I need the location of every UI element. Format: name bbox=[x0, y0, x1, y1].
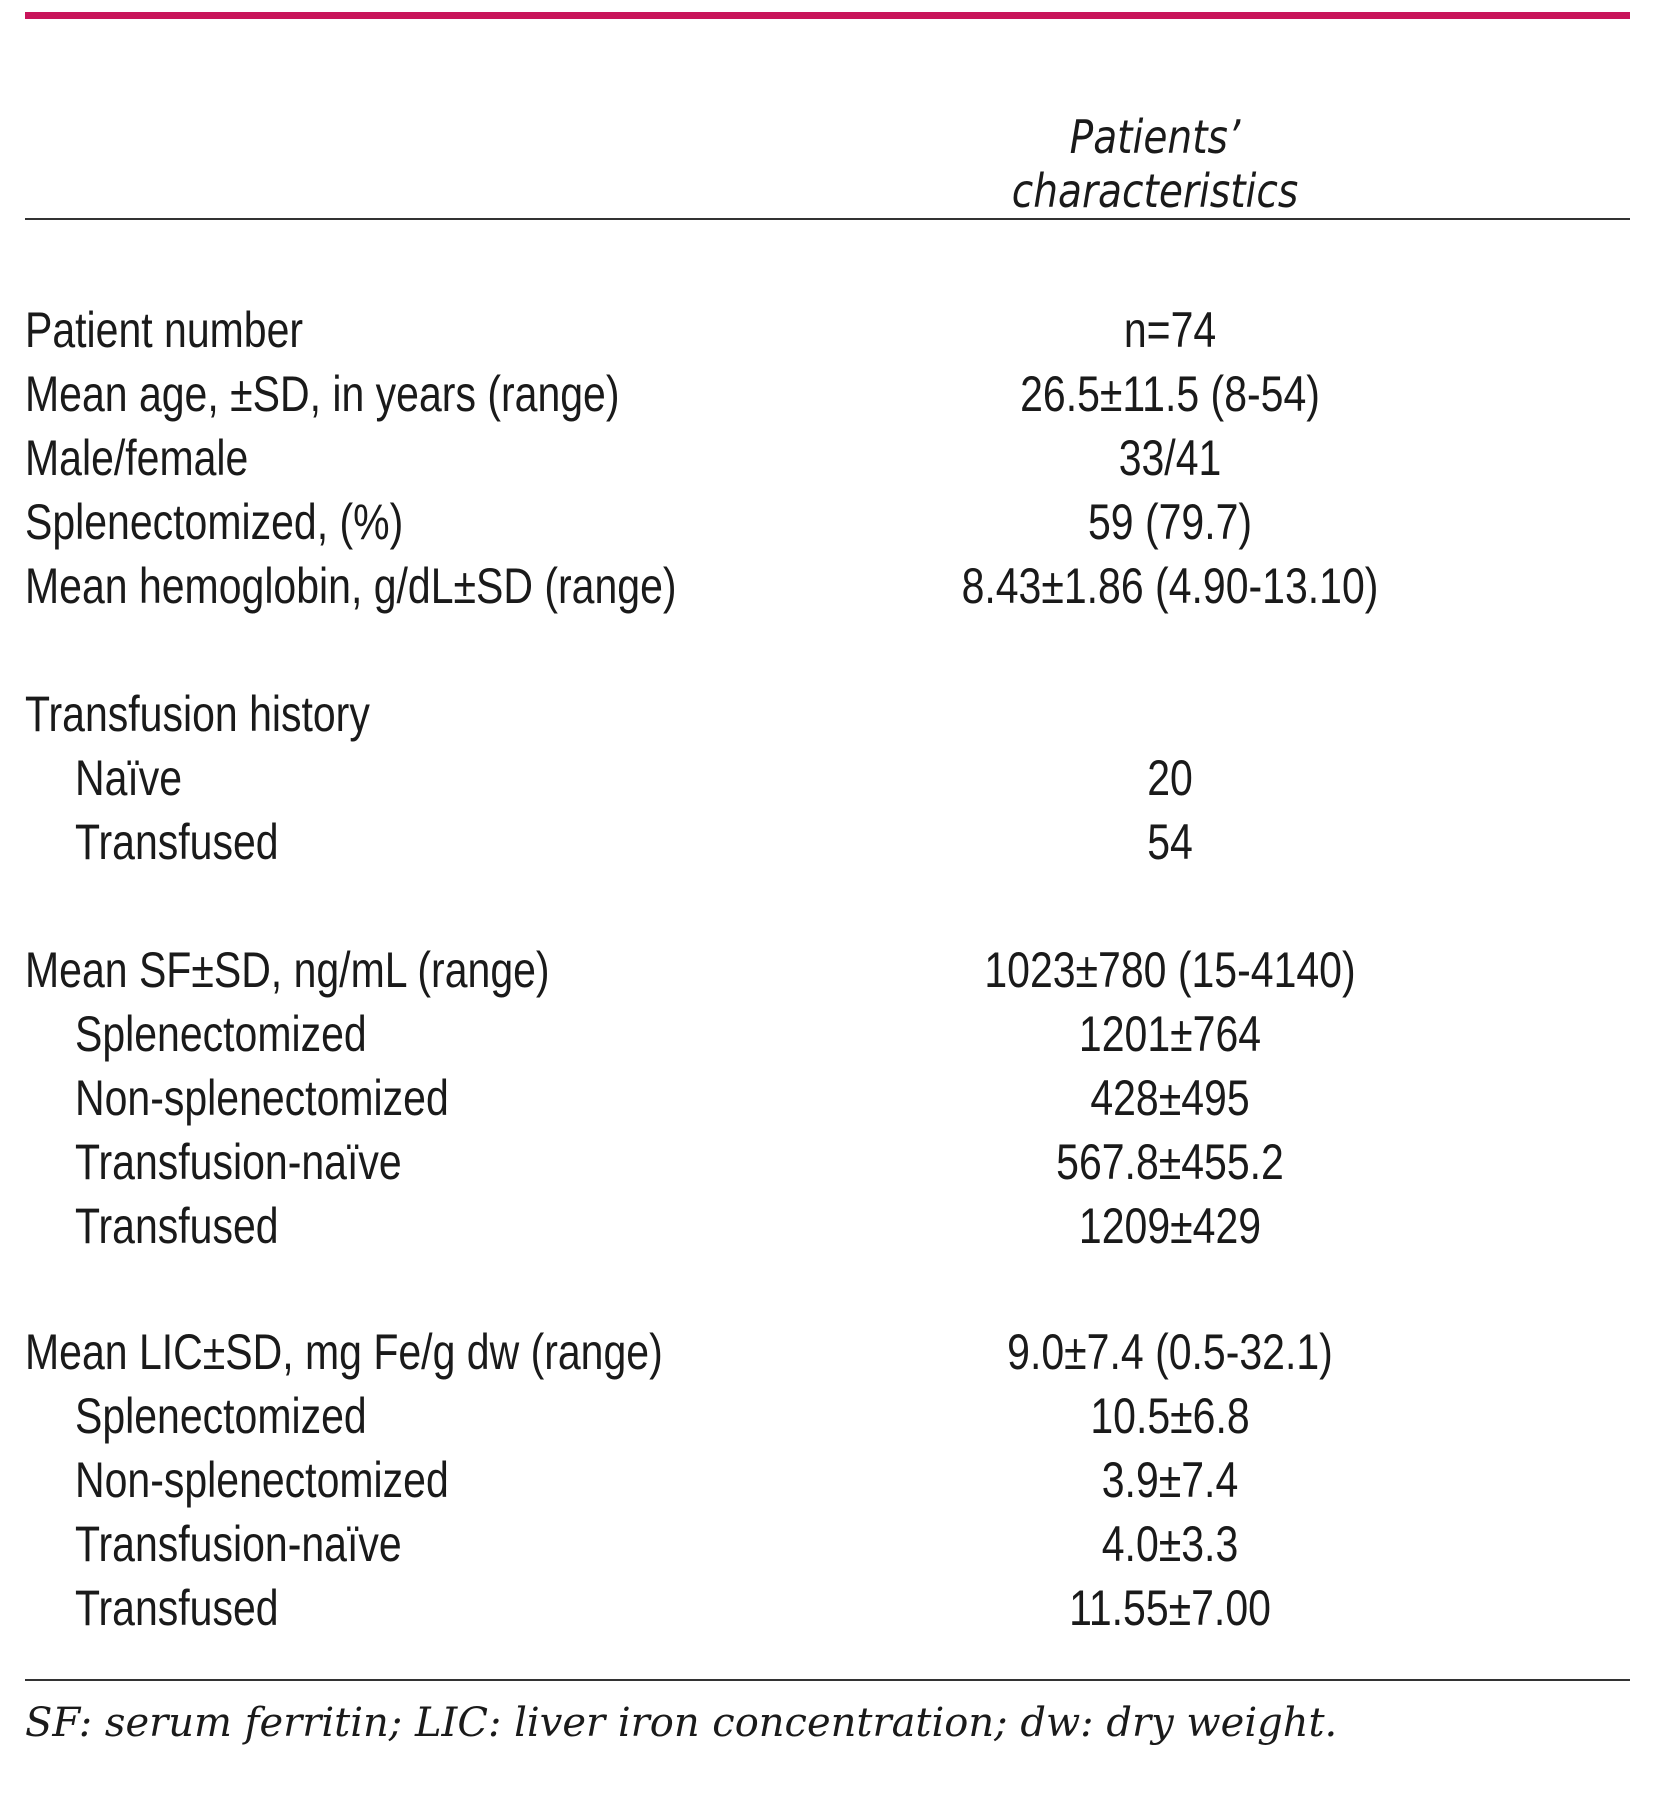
row-value: 1209±429 bbox=[1078, 1198, 1262, 1254]
row-label: Transfused bbox=[75, 814, 279, 870]
row-value: 428±495 bbox=[1090, 1070, 1250, 1126]
table-row bbox=[25, 556, 1630, 616]
table-row bbox=[25, 1196, 1630, 1256]
table-row bbox=[25, 1578, 1630, 1638]
row-label: Splenectomized, (%) bbox=[25, 494, 404, 550]
row-value: 11.55±7.00 bbox=[1069, 1580, 1271, 1636]
row-label: Non-splenectomized bbox=[75, 1070, 449, 1126]
row-label: Patient number bbox=[25, 302, 304, 358]
table-row bbox=[25, 1322, 1630, 1382]
table-row bbox=[25, 1068, 1630, 1128]
row-value: n=74 bbox=[1123, 302, 1217, 358]
row-value: 33/41 bbox=[1118, 430, 1222, 486]
table-row bbox=[25, 1514, 1630, 1574]
row-value: 9.0±7.4 (0.5-32.1) bbox=[1007, 1324, 1333, 1380]
table-row bbox=[25, 1132, 1630, 1192]
row-value: 567.8±455.2 bbox=[1056, 1134, 1284, 1190]
row-value: 54 bbox=[1147, 814, 1193, 870]
row-value: 8.43±1.86 (4.90-13.10) bbox=[961, 558, 1379, 614]
column-header: Patients’ characteristics bbox=[1011, 110, 1299, 218]
row-label: Transfused bbox=[75, 1198, 279, 1254]
row-value: 1023±780 (15-4140) bbox=[984, 942, 1356, 998]
table-row bbox=[25, 1450, 1630, 1510]
table-footnote: SF: serum ferritin; LIC: liver iron concentration; dw: dry weight. bbox=[25, 1700, 1338, 1746]
row-value: 20 bbox=[1147, 750, 1193, 806]
row-label: Transfusion-naïve bbox=[75, 1134, 402, 1190]
row-label: Splenectomized bbox=[75, 1006, 367, 1062]
row-label: Male/female bbox=[25, 430, 249, 486]
row-label: Transfusion history bbox=[25, 686, 370, 742]
table-row bbox=[25, 940, 1630, 1000]
top-rule bbox=[25, 12, 1630, 19]
row-value: 59 (79.7) bbox=[1087, 494, 1253, 550]
row-value: 4.0±3.3 bbox=[1101, 1516, 1239, 1572]
table-row bbox=[25, 1386, 1630, 1446]
row-label: Naïve bbox=[75, 750, 183, 806]
table-row bbox=[25, 300, 1630, 360]
table-row bbox=[25, 812, 1630, 872]
row-label: Transfusion-naïve bbox=[75, 1516, 402, 1572]
table-row bbox=[25, 684, 1630, 744]
row-value: 1201±764 bbox=[1078, 1006, 1262, 1062]
row-label: Mean LIC±SD, mg Fe/g dw (range) bbox=[25, 1324, 663, 1380]
row-label: Mean hemoglobin, g/dL±SD (range) bbox=[25, 558, 677, 614]
characteristics-table bbox=[25, 0, 1630, 1800]
table-row bbox=[25, 492, 1630, 552]
row-label: Non-splenectomized bbox=[75, 1452, 449, 1508]
header-rule bbox=[25, 218, 1630, 220]
table-row bbox=[25, 428, 1630, 488]
row-label: Mean SF±SD, ng/mL (range) bbox=[25, 942, 550, 998]
table-row bbox=[25, 1004, 1630, 1064]
row-label: Transfused bbox=[75, 1580, 279, 1636]
row-value: 10.5±6.8 bbox=[1090, 1388, 1250, 1444]
row-label: Splenectomized bbox=[75, 1388, 367, 1444]
row-label: Mean age, ±SD, in years (range) bbox=[25, 366, 620, 422]
row-value: 26.5±11.5 (8-54) bbox=[1020, 366, 1320, 422]
table-row bbox=[25, 748, 1630, 808]
row-value: 3.9±7.4 bbox=[1101, 1452, 1239, 1508]
table-row bbox=[25, 364, 1630, 424]
bottom-rule bbox=[25, 1679, 1630, 1681]
